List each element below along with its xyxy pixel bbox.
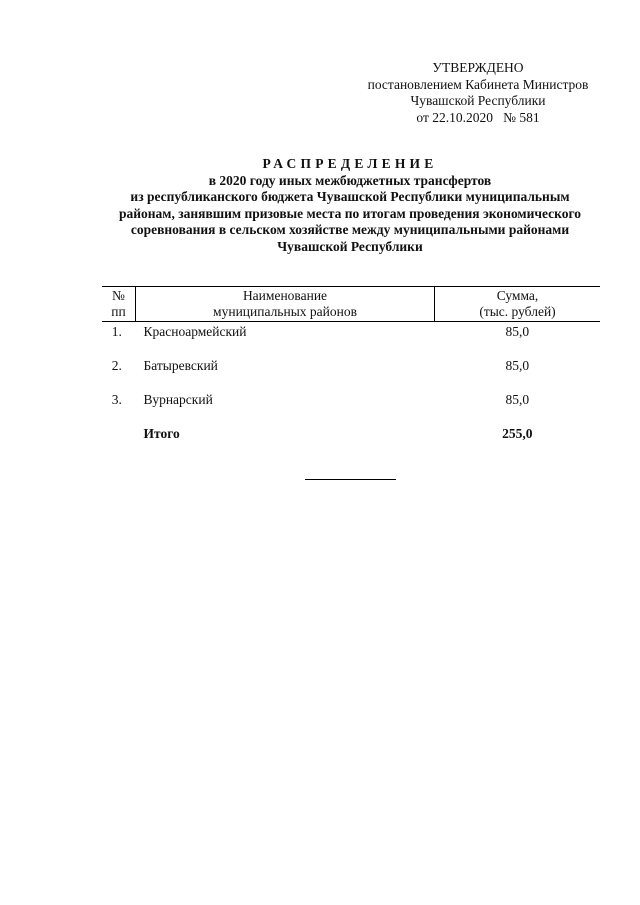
approval-republic: Чувашской Республики <box>410 93 546 108</box>
header-sum-line2: (тыс. рублей) <box>479 304 556 319</box>
row-number: 3. <box>111 392 122 407</box>
header-name-line2: муниципальных районов <box>213 304 357 319</box>
title-line-1: в 2020 году иных межбюджетных трансфертов <box>208 172 492 188</box>
row-district: Красноармейский <box>143 324 247 339</box>
approval-stamp <box>340 60 616 126</box>
row-sum: 85,0 <box>505 392 530 407</box>
title-line-3: районам, занявшим призовые места по итогам проведения экономического <box>118 205 582 221</box>
header-number <box>102 287 136 322</box>
row-number: 2. <box>111 358 122 373</box>
title-main: РАСПРЕДЕЛЕНИЕ <box>262 156 438 171</box>
header-name-line1: Наименование <box>242 288 328 303</box>
approval-decree: постановлением Кабинета Министров <box>367 76 589 92</box>
approval-date-number: от 22.10.2020 № 581 <box>416 109 540 125</box>
header-sum-line1: Сумма, <box>496 288 539 303</box>
total-sum: 255,0 <box>502 426 533 441</box>
table-header-row <box>102 287 600 322</box>
header-name <box>136 287 435 322</box>
table-row <box>102 356 600 390</box>
header-number-line1: № <box>112 288 125 303</box>
title-line-2: из республиканского бюджета Чувашской Республики муниципальным <box>130 189 570 204</box>
header-sum <box>435 287 601 322</box>
title-line-5: Чувашской Республики <box>277 238 423 254</box>
row-sum: 85,0 <box>505 324 530 339</box>
distribution-table <box>102 286 600 458</box>
table-row <box>102 390 600 424</box>
title-line-4: соревнования в сельском хозяйстве между муниципальными районами <box>130 222 570 237</box>
row-district: Батыревский <box>143 358 218 373</box>
header-number-line2: пп <box>111 304 126 319</box>
row-district: Вурнарский <box>143 392 213 407</box>
table-row <box>102 322 600 357</box>
approval-heading: УТВЕРЖДЕНО <box>432 60 524 75</box>
row-sum: 85,0 <box>505 358 530 373</box>
total-number-cell <box>102 424 136 458</box>
closing-divider <box>305 479 396 480</box>
row-number: 1. <box>111 324 122 339</box>
document-title <box>60 156 640 255</box>
total-label: Итого <box>143 426 180 441</box>
table-total-row <box>102 424 600 458</box>
